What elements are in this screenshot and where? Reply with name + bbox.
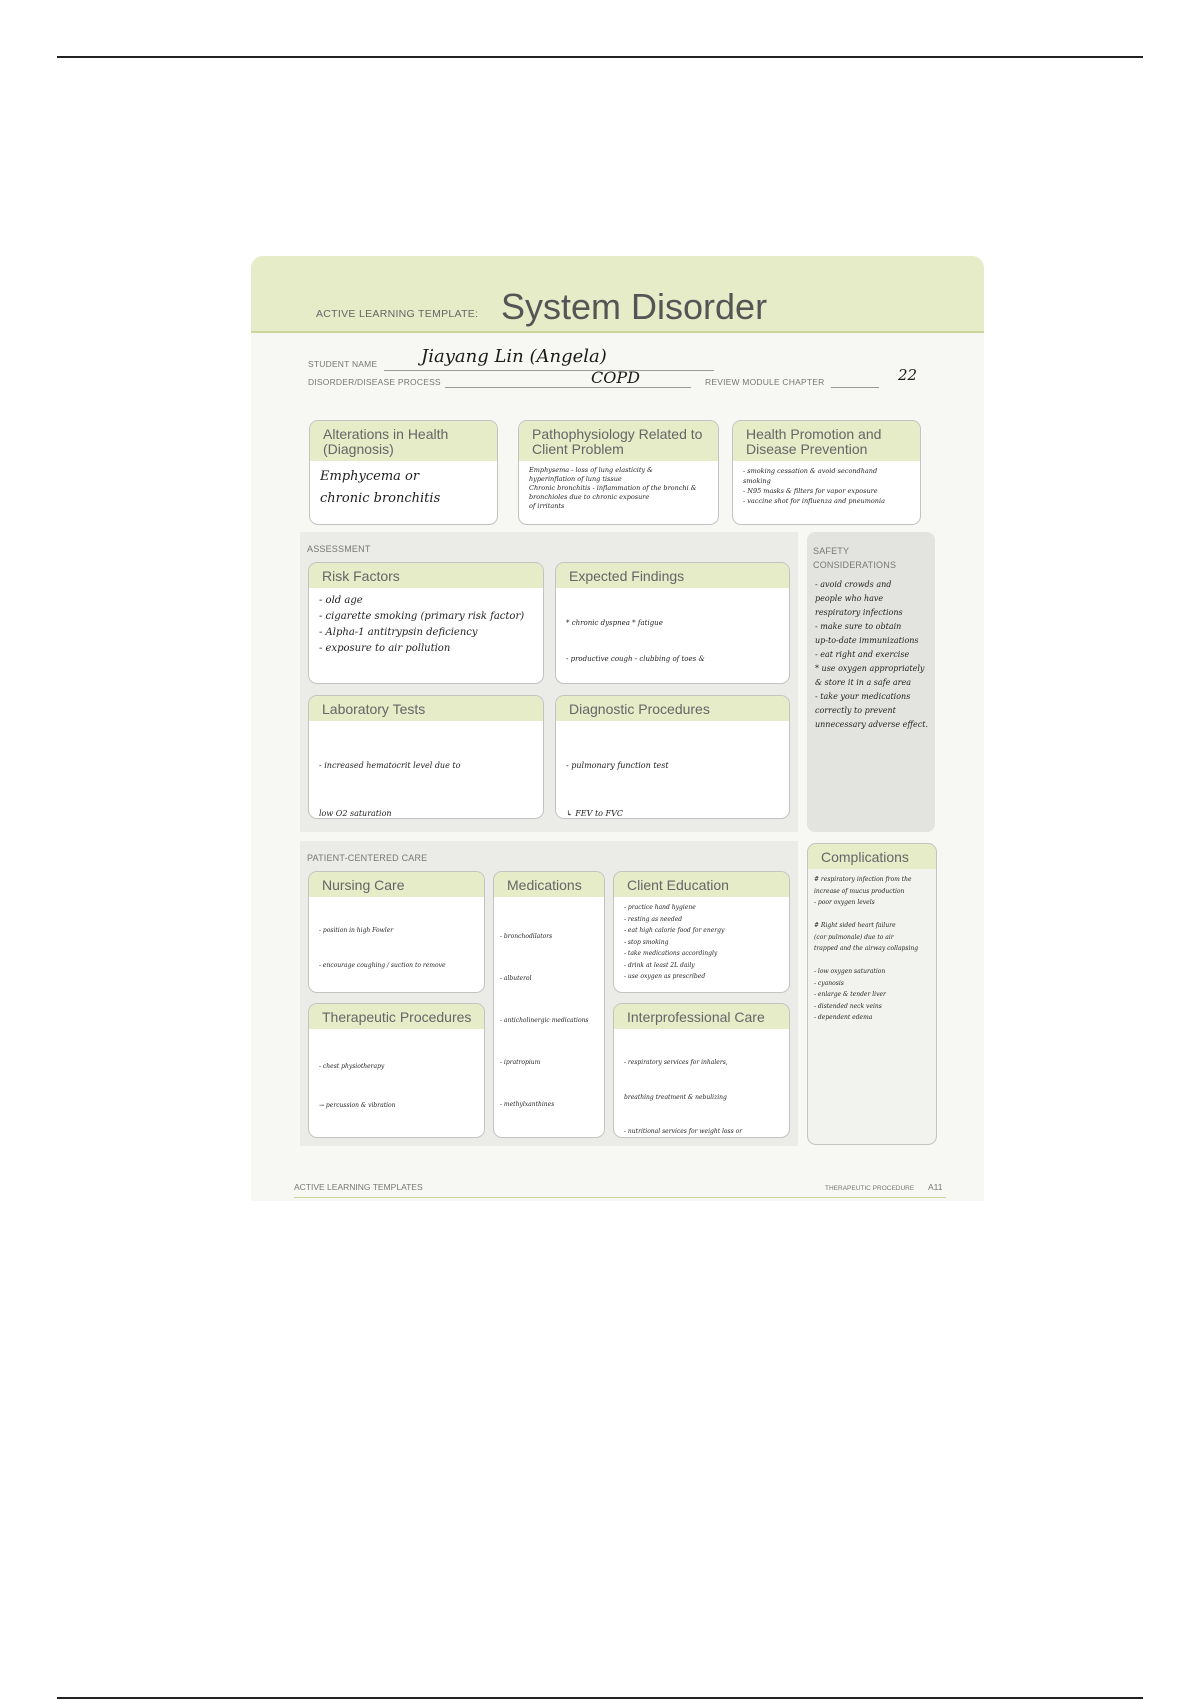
note-line: → percussion & vibration	[319, 1102, 396, 1109]
safety-column	[807, 532, 935, 832]
student-name-value: Jiayang Lin (Angela)	[421, 346, 607, 367]
note-line: ↳ FEV to FVC	[566, 809, 623, 818]
complications-title: Complications	[808, 844, 936, 869]
note-line: & store it in a safe area	[815, 678, 911, 687]
note-line: - N95 masks & filters for vapor exposure	[743, 487, 878, 495]
client-education-title: Client Education	[614, 872, 789, 897]
note-line: - chest physiotherapy	[319, 1063, 385, 1070]
medications-title: Medications	[494, 872, 604, 897]
pcc-label: PATIENT-CENTERED CARE	[307, 853, 428, 863]
note-line: - practice hand hygiene	[624, 904, 696, 911]
note-line: - cigarette smoking (primary risk factor)	[319, 611, 525, 622]
note-line: Emphycema or	[320, 469, 420, 484]
note-line: - encourage coughing / suction to remove	[319, 961, 446, 969]
note-line: - pulmonary function test	[566, 761, 669, 770]
note-line: - distended neck veins	[814, 1002, 882, 1010]
footer-line	[294, 1197, 946, 1198]
lab-tests-card	[308, 695, 544, 819]
note-line: low O2 saturation	[319, 809, 392, 818]
note-line: - eat right and exercise	[815, 650, 910, 659]
disorder-label: DISORDER/DISEASE PROCESS	[308, 377, 441, 387]
note-line: - take medications accordingly	[624, 950, 718, 957]
student-name-label: STUDENT NAME	[308, 359, 378, 369]
note-line: - increased hematocrit level due to	[319, 761, 461, 770]
note-line: - respiratory services for inhalers,	[624, 1059, 728, 1066]
note-line: - dependent edema	[814, 1014, 873, 1021]
assessment-label: ASSESSMENT	[307, 544, 371, 554]
template-title: System Disorder	[501, 286, 768, 327]
medications-body	[494, 897, 604, 1138]
note-line: - Alpha-1 antitrypsin deficiency	[319, 627, 478, 638]
expected-findings-body	[556, 588, 789, 684]
footer-left-label: ACTIVE LEARNING TEMPLATES	[294, 1182, 423, 1192]
interprofessional-care-title: Interprofessional Care	[614, 1004, 789, 1029]
risk-factors-title: Risk Factors	[309, 563, 543, 588]
note-line: - productive cough - clubbing of toes &	[566, 655, 705, 663]
interprofessional-care-body	[614, 1029, 789, 1138]
lab-tests-title: Laboratory Tests	[309, 696, 543, 721]
note-line: respiratory infections	[815, 608, 903, 617]
interprofessional-care-card	[613, 1003, 790, 1138]
note-line: up-to-date immunizations	[815, 636, 919, 645]
note-line: # respiratory infection from the	[814, 876, 912, 883]
patho-card	[518, 420, 719, 525]
note-line: - smoking cessation & avoid secondhand	[743, 467, 878, 475]
alterations-body	[310, 461, 497, 514]
note-line: - resting as needed	[624, 915, 683, 923]
chapter-line	[831, 387, 879, 388]
note-line: - use oxygen as prescribed	[624, 973, 706, 980]
note-line: trapped and the airway collapsing	[814, 945, 919, 952]
nursing-care-card	[308, 871, 485, 993]
disorder-line	[445, 387, 691, 388]
complications-body	[808, 869, 936, 1028]
note-line: - anticholinergic medications	[500, 1017, 589, 1024]
note-line: - bronchodilators	[500, 933, 553, 940]
expected-findings-card	[555, 562, 790, 684]
page-bottom-rule	[57, 1697, 1143, 1699]
nursing-care-body	[309, 897, 484, 993]
client-education-body	[614, 897, 789, 987]
alterations-card	[309, 420, 498, 525]
note-line: - position in high Fowler	[319, 927, 394, 934]
note-line: - vaccine shot for influenza and pneumonia	[743, 497, 885, 505]
note-line: correctly to prevent	[815, 706, 896, 715]
patient-centered-care-panel	[300, 841, 798, 1146]
health-card	[732, 420, 921, 525]
page-top-rule	[57, 56, 1143, 58]
health-body	[733, 461, 920, 510]
note-line: - exposure to air pollution	[319, 643, 451, 654]
header-band	[251, 256, 984, 333]
note-line	[814, 909, 928, 921]
note-line: people who have	[815, 594, 884, 603]
note-line: - take your medications	[815, 692, 911, 701]
expected-findings-title: Expected Findings	[556, 563, 789, 588]
note-line: breathing treatment & nebulizing	[624, 1093, 727, 1101]
risk-factors-body	[309, 588, 543, 661]
assessment-panel	[300, 532, 798, 832]
client-education-card	[613, 871, 790, 993]
therapeutic-procedures-title: Therapeutic Procedures	[309, 1004, 484, 1029]
chapter-label: REVIEW MODULE CHAPTER	[705, 377, 825, 387]
note-line	[814, 955, 928, 967]
patho-body	[519, 461, 718, 515]
diagnostic-procedures-card	[555, 695, 790, 819]
note-line: - make sure to obtain	[815, 622, 902, 631]
alterations-title: Alterations in Health (Diagnosis)	[310, 421, 497, 461]
note-line: - nutritional services for weight loss or	[624, 1128, 743, 1135]
template-label: ACTIVE LEARNING TEMPLATE:	[316, 308, 479, 320]
note-line: - eat high calorie food for energy	[624, 927, 725, 934]
note-line: - avoid crowds and	[815, 580, 892, 589]
note-line: Emphysema - loss of lung elasticity &	[529, 466, 653, 474]
safety-label: SAFETY CONSIDERATIONS	[813, 546, 897, 570]
note-line: * use oxygen appropriately	[815, 664, 925, 673]
note-line: - cyanosis	[814, 979, 844, 987]
note-line: unnecessary adverse effect.	[815, 720, 928, 729]
note-line: - drink at least 2L daily	[624, 961, 695, 969]
note-line: - poor oxygen levels	[814, 899, 875, 906]
note-line: bronchioles due to chronic exposure	[529, 493, 650, 501]
patho-title: Pathophysiology Related to Client Problem	[519, 421, 718, 461]
note-line: Chronic bronchitis - inflammation of the bronchi &	[529, 484, 697, 492]
lab-tests-body	[309, 721, 543, 819]
note-line: - methylxanthines	[500, 1101, 555, 1108]
note-line: chronic bronchitis	[320, 491, 441, 506]
risk-factors-card	[308, 562, 544, 684]
student-name-line	[384, 370, 714, 371]
note-line: hyperinflation of lung tissue	[529, 475, 622, 483]
disorder-value: COPD	[591, 368, 640, 387]
footer-page-number: A11	[928, 1182, 943, 1192]
note-line: - ipratropium	[500, 1059, 541, 1066]
note-line: - old age	[319, 595, 363, 606]
therapeutic-procedures-body	[309, 1029, 484, 1138]
note-line: of irritants	[529, 502, 565, 510]
note-line: * chronic dyspnea * fatigue	[566, 619, 663, 627]
nursing-care-title: Nursing Care	[309, 872, 484, 897]
diagnostic-procedures-title: Diagnostic Procedures	[556, 696, 789, 721]
footer-right-label: THERAPEUTIC PROCEDURE	[825, 1185, 915, 1192]
diagnostic-procedures-body	[556, 721, 789, 819]
note-line: - enlarge & tender liver	[814, 991, 886, 998]
template-sheet	[251, 256, 984, 1201]
note-line: increase of mucus production	[814, 887, 905, 895]
complications-card	[807, 843, 937, 1145]
safety-body	[807, 578, 934, 732]
health-title: Health Promotion and Disease Prevention	[733, 421, 920, 461]
note-line: # Right sided heart failure	[814, 922, 896, 929]
chapter-value: 22	[898, 366, 918, 384]
note-line: - albuterol	[500, 975, 532, 982]
note-line: (cor pulmonale) due to air	[814, 933, 894, 941]
note-line: - low oxygen saturation	[814, 968, 886, 975]
note-line: smoking	[743, 477, 771, 485]
therapeutic-procedures-card	[308, 1003, 485, 1138]
note-line: - stop smoking	[624, 938, 669, 946]
medications-card	[493, 871, 605, 1138]
